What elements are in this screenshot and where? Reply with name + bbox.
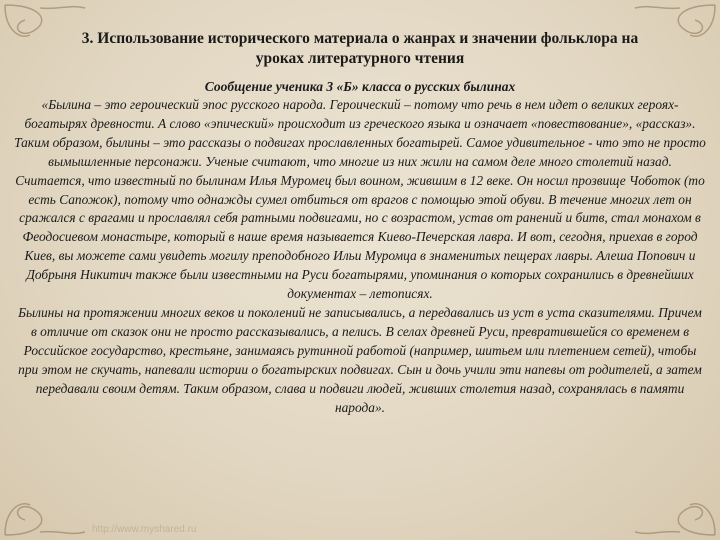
watermark-text: http://www.myshared.ru bbox=[92, 524, 197, 535]
paragraph-oral-tradition: Былины на протяжении многих веков и поколений не записывались, а передавались из уст в уста сказителями. Причем в отличие от сказок они не просто рассказывались, а пелись. В селах древней Руси, превратившейся со временем в Российское государство, крестьяне, занимаясь рутинной работой (например, шитьем или плетением сетей), чтобы при этом не скучать, напевали истории о богатырских подвигах. Сын и дочь учили эти напевы от родителей, а затем передавали своим детям. Таким образом, слава и подвиги людей, живших столетия назад, сохранялась в памяти народа». bbox=[18, 304, 702, 415]
report-body bbox=[14, 96, 706, 417]
corner-ornament-bottom-right bbox=[600, 470, 720, 540]
page-title bbox=[10, 29, 710, 69]
page-title-line-2: уроках литературного чтения bbox=[255, 50, 465, 67]
paragraph-bylina-definition: «Былина – это героический эпос русского народа. Героический – потому что речь в нем идет о великих героях-богатырях древности. А слово «эпический» происходит из греческого языка и означает «повествование», «рассказ». Таким образом, былины – это рассказы о подвигах прославленных богатырей. Самое удивительное - что это не просто вымышленные персонажи. Ученые считают, что многие из них жили на самом деле много столетий назад. Считается, что известный по былинам Илья Муромец был воином, жившим в 12 веке. Он носил прозвище Чоботок (то есть Сапожок), потому что однажды сумел отбиться от врагов с помощью этой обуви. В течение многих лет он сражался с врагами и прославлял себя ратными подвигами, но с возрастом, устав от ранений и битв, стал монахом в Феодосиевом монастыре, который в наше время называется Киево-Печерская лавра. И вот, сегодня, приехав в город Киев, вы можете сами увидеть могилу преподобного Ильи Муромца в знаменитых пещерах лавры. Алеша Попович и Добрыня Никитич также были известными на Руси богатырями, упоминания о которых сохранились в древнейших документах – летописях. bbox=[14, 97, 706, 302]
report-subtitle: Сообщение ученика 3 «Б» класса о русских былинах bbox=[204, 79, 516, 94]
page-title-line-1: 3. Использование исторического материала о жанрах и значении фольклора на bbox=[81, 30, 639, 47]
